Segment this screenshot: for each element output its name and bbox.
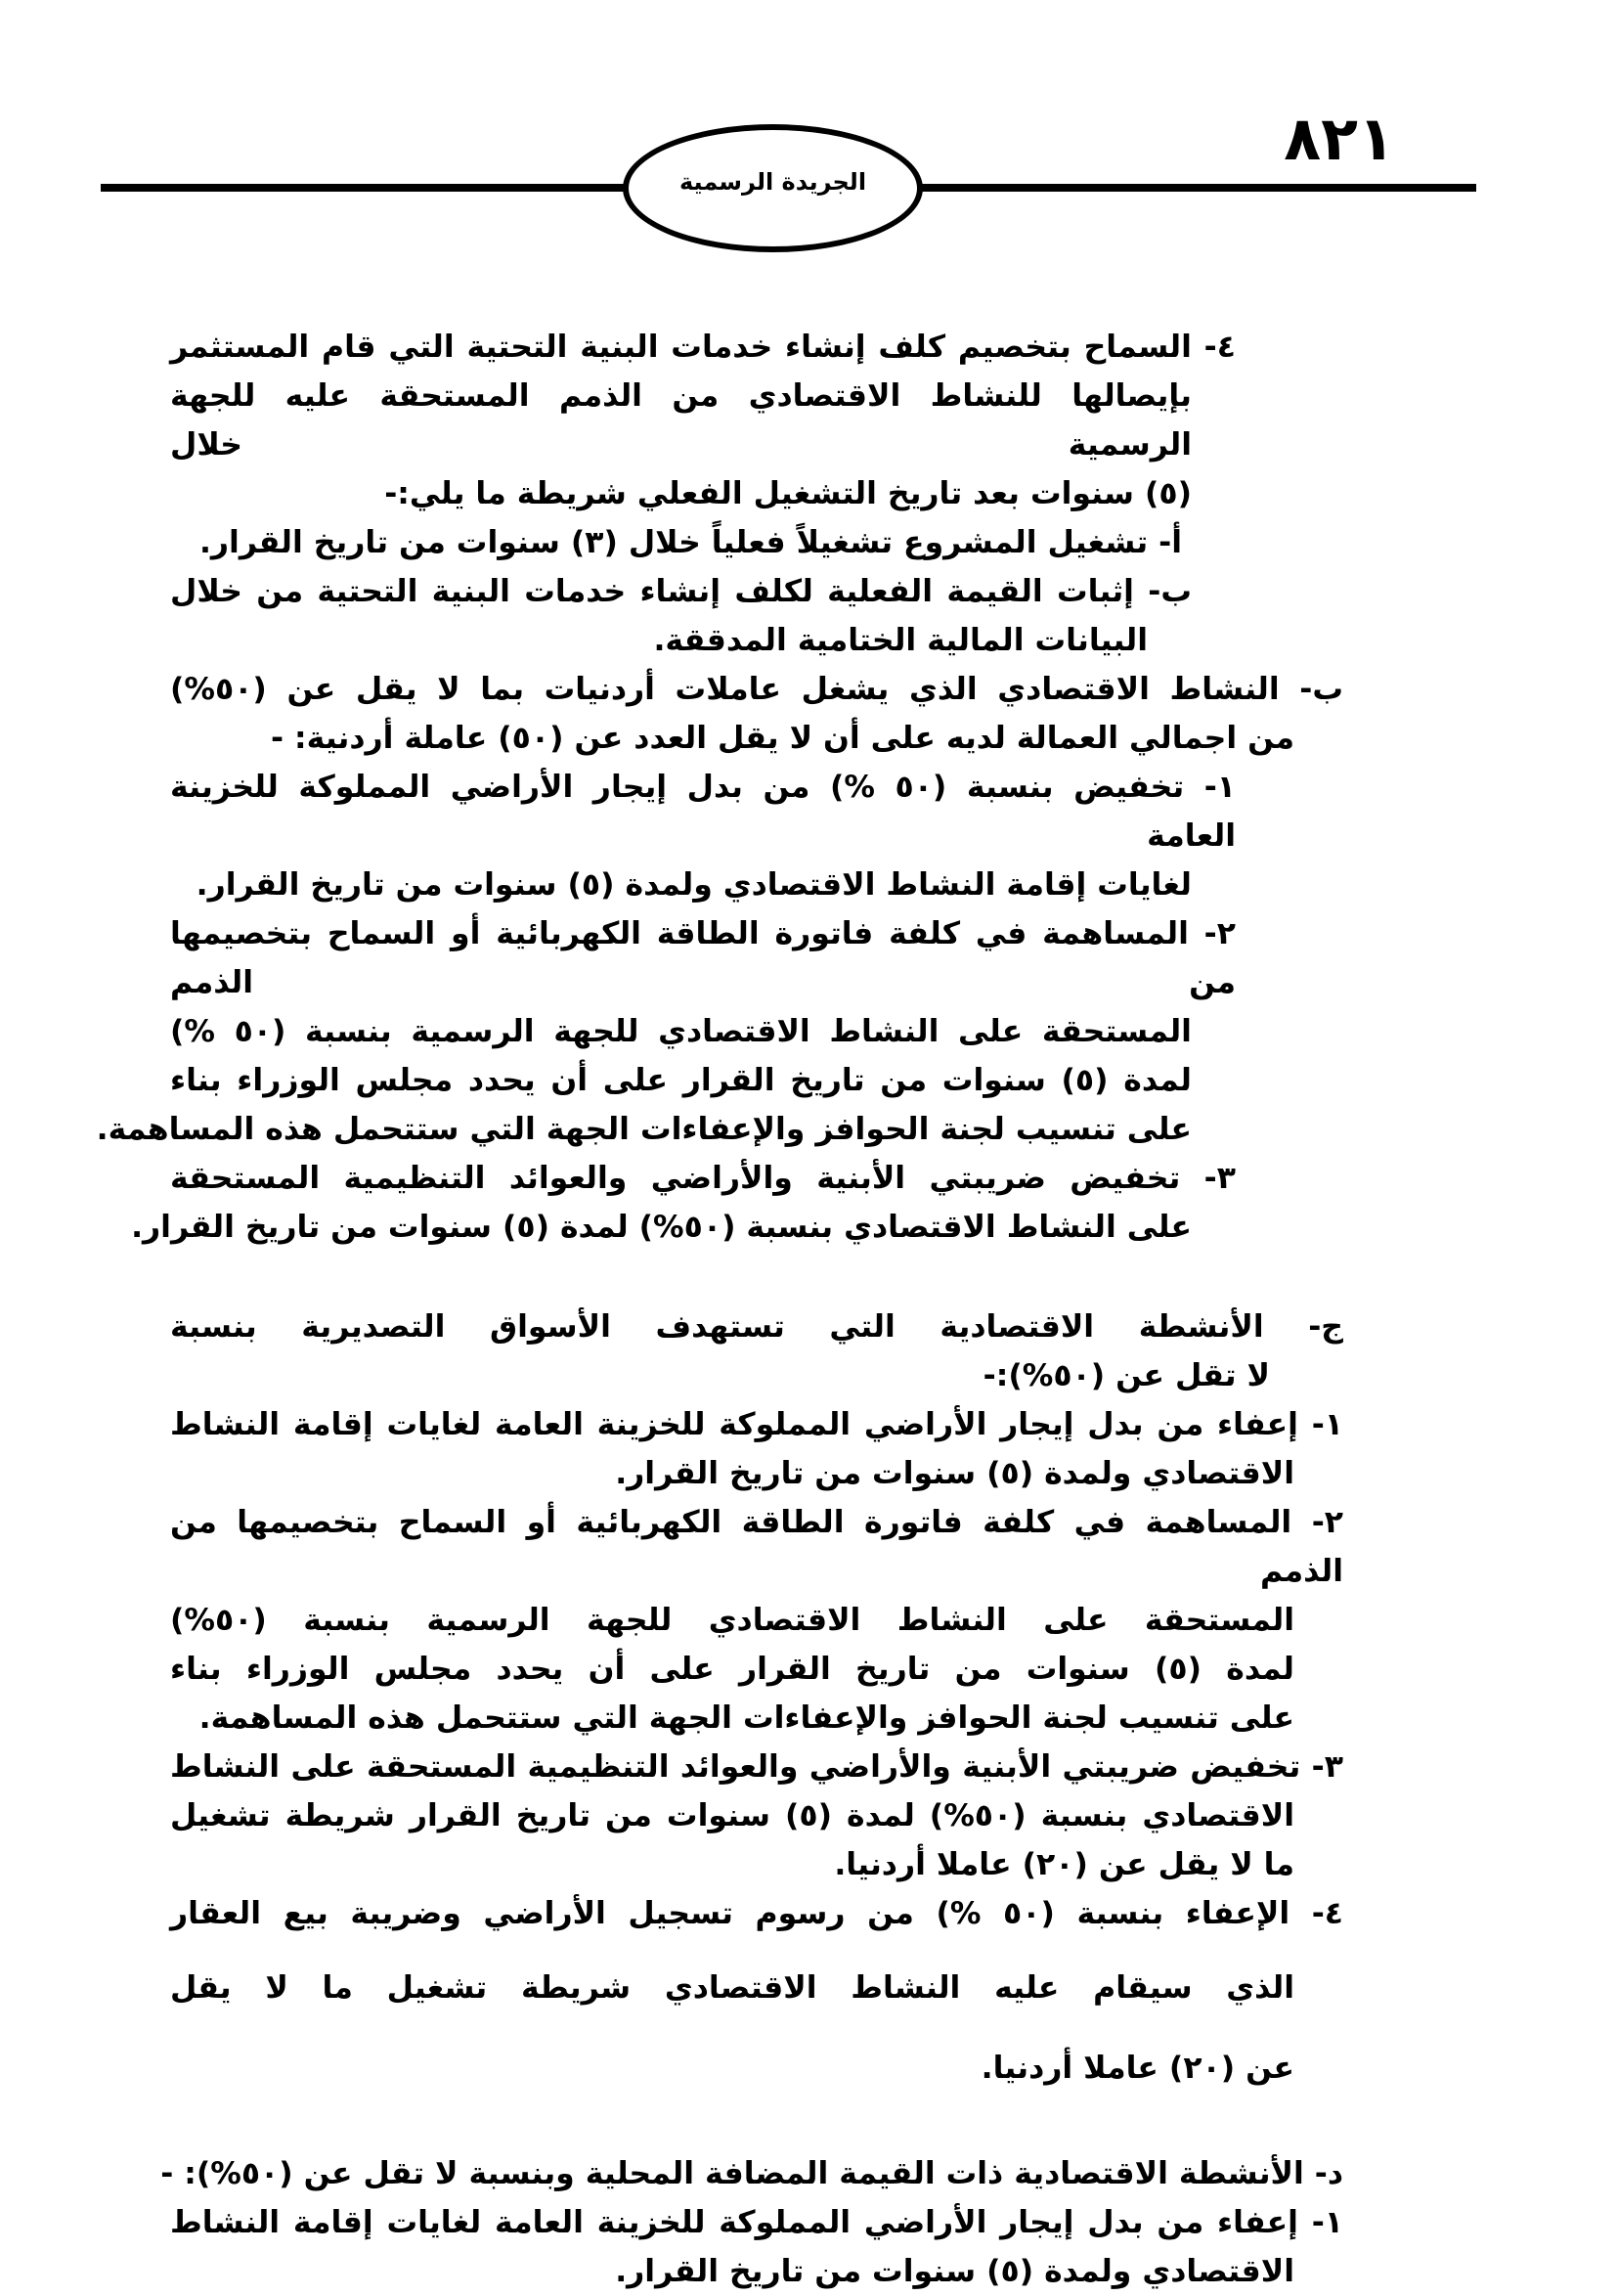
text-line: الاقتصادي ولمدة (٥) سنوات من تاريخ القرار. — [615, 1456, 1294, 1491]
text-line: ١- إعفاء من بدل إيجار الأراضي المملوكة للخزينة العامة لغايات إقامة النشاط — [170, 1407, 1343, 1442]
text-line: أ- تشغيل المشروع تشغيلاً فعلياً خلال (٣) سنوات من تاريخ القرار. — [198, 525, 1182, 560]
text-line: ١- إعفاء من بدل إيجار الأراضي المملوكة للخزينة العامة لغايات إقامة النشاط — [170, 2205, 1343, 2240]
gazette-title-oval — [623, 124, 923, 252]
page-number: ٨٢١ — [1284, 103, 1395, 174]
text-line: ب- إثبات القيمة الفعلية لكلف إنشاء خدمات البنية التحتية من خلال — [170, 574, 1192, 609]
text-line: لغايات إقامة النشاط الاقتصادي ولمدة (٥) سنوات من تاريخ القرار. — [196, 867, 1192, 903]
text-line: الاقتصادي بنسبة (٥٠%) لمدة (٥) سنوات من تاريخ القرار شريطة تشغيل — [170, 1798, 1294, 1833]
text-line: الاقتصادي ولمدة (٥) سنوات من تاريخ القرار. — [615, 2254, 1294, 2289]
text-line: ما لا يقل عن (٢٠) عاملا أردنيا. — [834, 1847, 1294, 1882]
text-line: ٤- السماح بتخصيم كلف إنشاء خدمات البنية التحتية التي قام المستثمر — [170, 330, 1236, 365]
text-line: د- الأنشطة الاقتصادية ذات القيمة المضافة المحلية وبنسبة لا تقل عن (٥٠%): - — [160, 2156, 1343, 2191]
document-body — [96, 323, 1343, 2296]
text-line: (٥) سنوات بعد تاريخ التشغيل الفعلي شريطة ما يلي:- — [384, 476, 1192, 511]
text-line: على تنسيب لجنة الحوافز والإعفاءات الجهة التي ستتحمل هذه المساهمة. — [198, 1700, 1294, 1736]
text-line: من اجمالي العمالة لديه على أن لا يقل العدد عن (٥٠) عاملة أردنية: - — [270, 721, 1294, 756]
text-line: على النشاط الاقتصادي بنسبة (٥٠%) لمدة (٥) سنوات من تاريخ القرار. — [131, 1210, 1192, 1245]
text-line: عن (٢٠) عاملا أردنيا. — [981, 2051, 1294, 2086]
text-line: ج- الأنشطة الاقتصادية التي تستهدف الأسواق التصديرية بنسبة — [170, 1309, 1343, 1345]
text-line: المستحقة على النشاط الاقتصادي للجهة الرسمية بنسبة (٥٠ %) — [170, 1014, 1192, 1049]
text-line: لا تقل عن (٥٠%):- — [983, 1358, 1270, 1393]
text-line: لمدة (٥) سنوات من تاريخ القرار على أن يحدد مجلس الوزراء بناء — [170, 1063, 1192, 1098]
text-line: لمدة (٥) سنوات من تاريخ القرار على أن يحدد مجلس الوزراء بناء — [170, 1652, 1294, 1687]
text-line: على تنسيب لجنة الحوافز والإعفاءات الجهة التي ستتحمل هذه المساهمة. — [96, 1112, 1192, 1147]
text-line: ٢- المساهمة في كلفة فاتورة الطاقة الكهربائية أو السماح بتخصيمها من الذمم — [170, 916, 1236, 1000]
text-line: بإيصالها للنشاط الاقتصادي من الذمم المستحقة عليه للجهة الرسمية خلال — [170, 378, 1192, 463]
text-line: ٢- المساهمة في كلفة فاتورة الطاقة الكهربائية أو السماح بتخصيمها من الذمم — [170, 1505, 1343, 1589]
text-line: ١- تخفيض بنسبة (٥٠ %) من بدل إيجار الأراضي المملوكة للخزينة العامة — [170, 770, 1237, 854]
gazette-title: الجريدة الرسمية — [678, 167, 867, 196]
text-line: البيانات المالية الختامية المدققة. — [653, 623, 1148, 658]
text-line: ٤- الإعفاء بنسبة (٥٠ %) من رسوم تسجيل الأراضي وضريبة بيع العقار — [170, 1896, 1343, 1931]
text-line: ٣- تخفيض ضريبتي الأبنية والأراضي والعوائد التنظيمية المستحقة — [170, 1161, 1236, 1196]
text-line: المستحقة على النشاط الاقتصادي للجهة الرسمية بنسبة (٥٠%) — [170, 1603, 1294, 1638]
text-line: ب- النشاط الاقتصادي الذي يشغل عاملات أردنيات بما لا يقل عن (٥٠%) — [170, 672, 1343, 707]
text-line: الذي سيقام عليه النشاط الاقتصادي شريطة تشغيل ما لا يقل — [170, 1970, 1294, 2006]
text-line: ٣- تخفيض ضريبتي الأبنية والأراضي والعوائد التنظيمية المستحقة على النشاط — [170, 1749, 1343, 1785]
